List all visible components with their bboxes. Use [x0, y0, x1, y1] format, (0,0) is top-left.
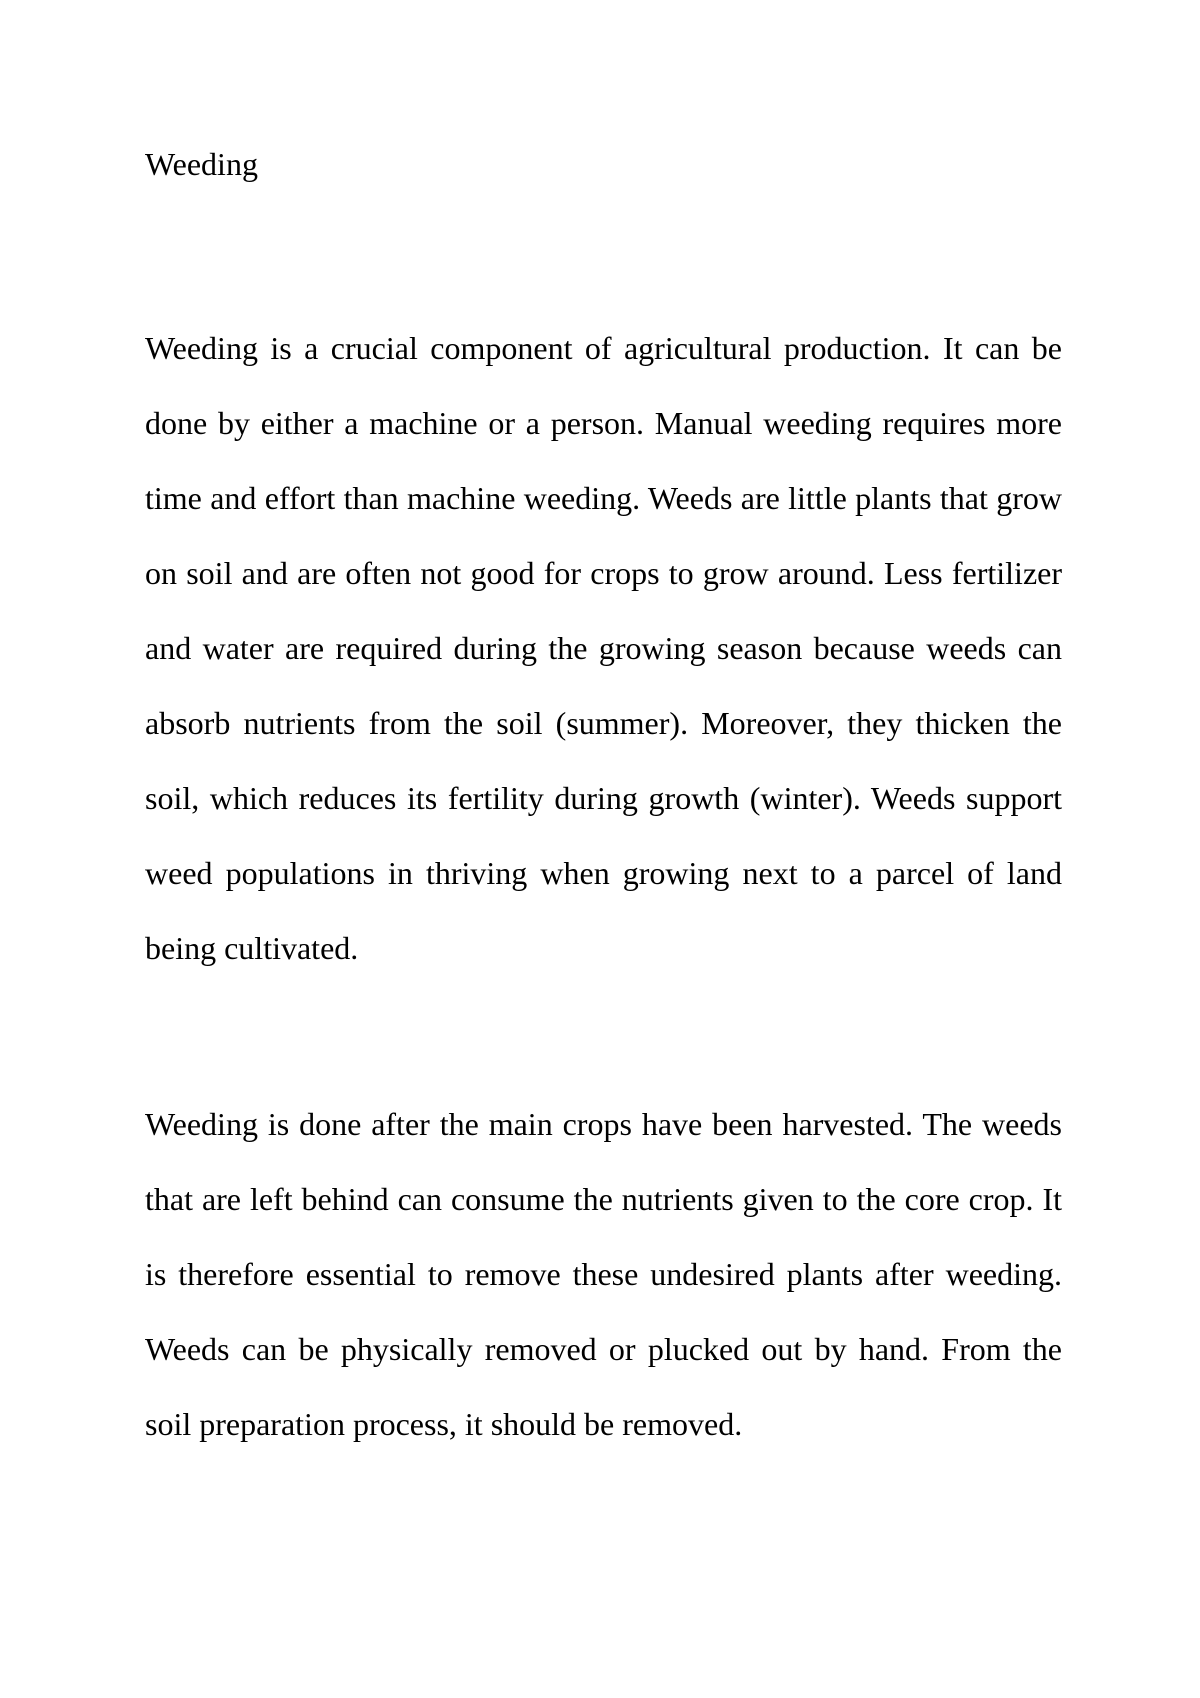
paragraph-1: Weeding is a crucial component of agricultural production. It can be done by either a machine or a person. Manual weeding requires more time and effort than machine weeding. Weeds are little plants that grow on soil and are often not good for crops to grow around. Less fertilizer and water are required during the growing season because weeds can absorb nutrients from the soil (summer). Moreover, they thicken the soil, which reduces its fertility during growth (winter). Weeds support weed populations in thriving when growing next to a parcel of land being cultivated.: [145, 330, 1062, 966]
paragraph-2: Weeding is done after the main crops have been harvested. The weeds that are left behind can consume the nutrients given to the core crop. It is therefore essential to remove these undesired plants after weeding. Weeds can be physically removed or plucked out by hand. From the soil preparation process, it should be removed.: [145, 1106, 1062, 1442]
document-title: Weeding: [145, 146, 258, 182]
